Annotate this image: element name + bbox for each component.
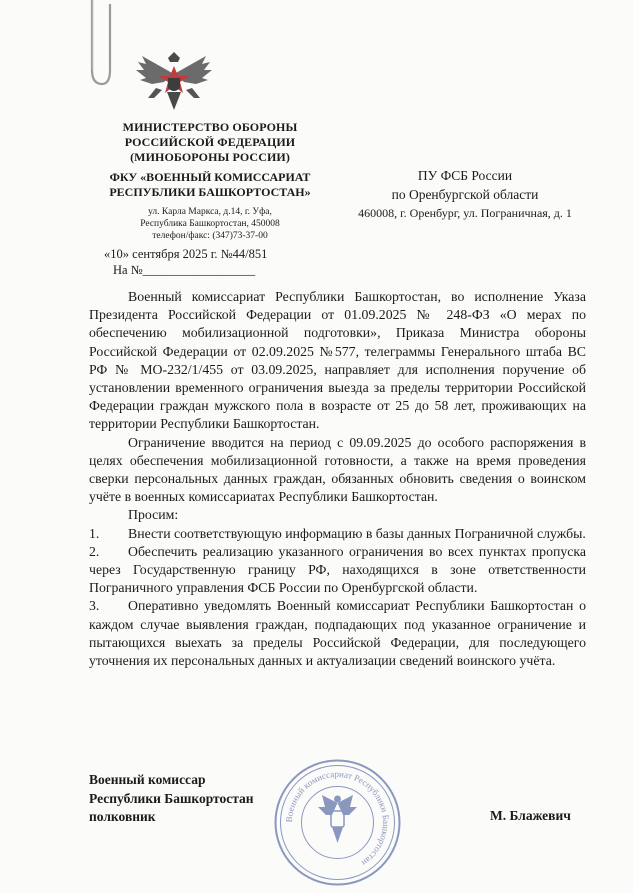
recipient-address: 460008, г. Оренбург, ул. Пограничная, д. 1 bbox=[358, 206, 572, 220]
recipient-block bbox=[330, 166, 600, 223]
list-text: Оперативно уведомлять Военный комиссариат Республики Башкортостан о каждом случае выявления граждан, подпадающих под указанное ограничение и пытающихся выехать за пределы Российской Федерации, для последующего уточнения их персональных данных и актуализации сведений воинского учёта. bbox=[89, 598, 586, 669]
organization-name bbox=[60, 170, 360, 200]
list-item bbox=[89, 543, 586, 598]
address-line: ул. Карла Маркса, д.14, г. Уфа, bbox=[148, 207, 272, 217]
list-text: Обеспечить реализацию указанного ограничения во всех пунктах пропуска через Государственную границу РФ, находящихся в зоне ответственности Пограничного управления ФСБ России по Оренбургской области. bbox=[89, 543, 586, 596]
ministry-line: РОССИЙСКОЙ ФЕДЕРАЦИИ bbox=[124, 135, 296, 149]
ministry-header bbox=[70, 120, 350, 165]
paragraph: Военный комиссариат Республики Башкортостан, во исполнение Указа Президента Российской Федерации от 01.09.2025 № 248-ФЗ «О мерах по обеспечению мобилизационной подготовки», Приказа Министра обороны Российской Федерации от 02.09.2025 №577, телеграммы Генерального штаба ВС РФ № МО-232/1/455 от 03.09.2025, направляет для исполнения поручение об установлении временного ограничения выезда за пределы территории Российской Федерации граждан мужского пола в возрасте от 25 до 58 лет, проживающих на территории Республики Башкортостан. bbox=[89, 289, 586, 432]
seal-text: Военный комиссариат Республики Башкортостан bbox=[283, 768, 392, 869]
address-line: телефон/факс: (347)73-37-00 bbox=[152, 231, 268, 241]
list-number: 3. bbox=[89, 598, 100, 614]
letter-body bbox=[89, 288, 586, 670]
recipient-line: по Оренбургской области bbox=[391, 187, 539, 202]
org-line: РЕСПУБЛИКИ БАШКОРТОСТАН» bbox=[109, 185, 311, 199]
signature-line: Военный комиссар bbox=[89, 772, 206, 787]
ministry-emblem-icon bbox=[134, 52, 214, 114]
list-number: 2. bbox=[89, 543, 100, 559]
official-seal-stamp bbox=[270, 755, 405, 890]
list-text: Внести соответствующую информацию в базы данных Пограничной службы. bbox=[128, 525, 586, 541]
request-heading: Просим: bbox=[128, 507, 179, 523]
list-item bbox=[89, 597, 586, 670]
address-line: Республика Башкортостан, 450008 bbox=[140, 219, 280, 229]
signature-line: полковник bbox=[89, 809, 156, 824]
list-item bbox=[89, 525, 586, 543]
ministry-line: (МИНОБОРОНЫ РОССИИ) bbox=[130, 150, 290, 164]
paperclip-icon bbox=[62, 0, 112, 90]
ministry-line: МИНИСТЕРСТВО ОБОРОНЫ bbox=[122, 120, 298, 134]
signatory-name: М. Блажевич bbox=[490, 808, 571, 823]
signature-line: Республики Башкортостан bbox=[89, 790, 254, 806]
org-line: ФКУ «ВОЕННЫЙ КОМИССАРИАТ bbox=[109, 170, 311, 184]
document-date: «10» сентября 2025 г. №44/851 bbox=[104, 247, 268, 261]
recipient-line: ПУ ФСБ России bbox=[417, 168, 513, 183]
reference-number: На №__________________ bbox=[113, 263, 256, 277]
svg-text:Военный комиссариат Республики bbox=[284, 769, 391, 868]
signature-block bbox=[89, 771, 254, 827]
list-number: 1. bbox=[89, 525, 100, 541]
paragraph: Ограничение вводится на период с 09.09.2025 до особого распоряжения в целях обеспечения мобилизационной готовности, а также на время проведения сверки персональных данных граждан, обязанных обновить сведения о воинском учёте в военных комиссариатах Республики Башкортостан. bbox=[89, 434, 586, 505]
sender-address bbox=[100, 206, 320, 242]
